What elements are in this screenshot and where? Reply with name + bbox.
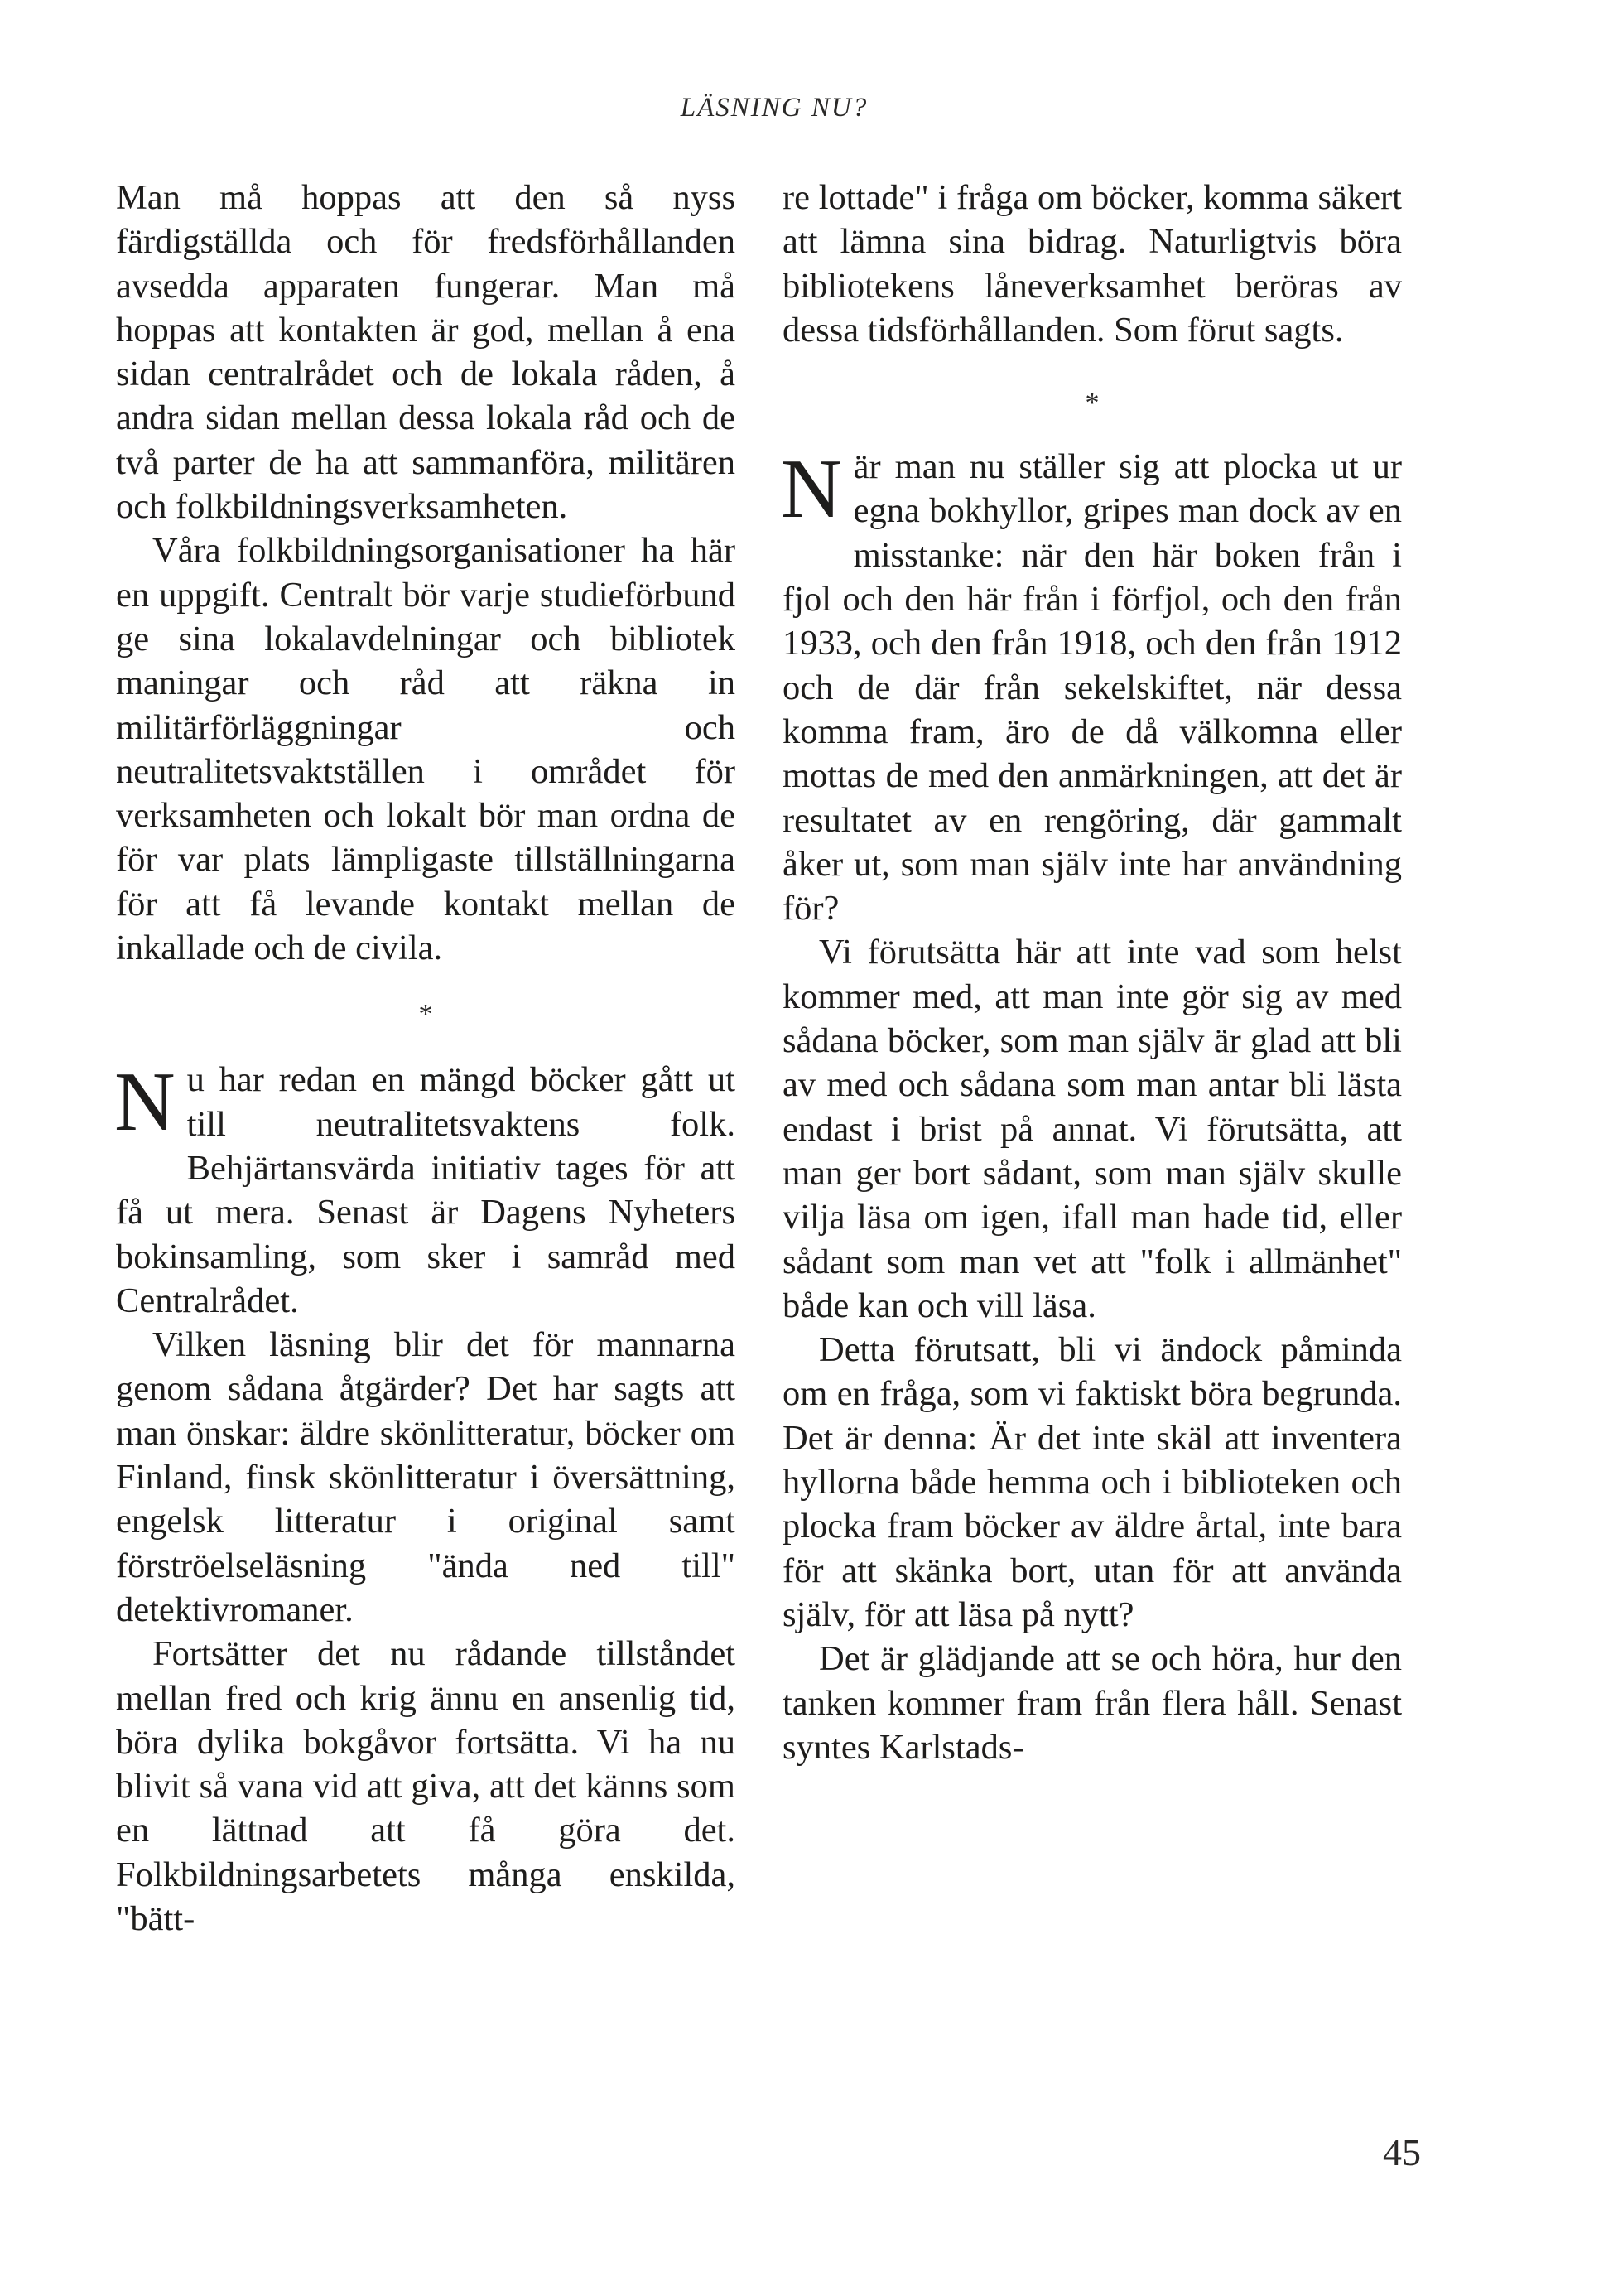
section-break-asterisk: * <box>418 999 433 1030</box>
drop-cap-letter: N <box>114 1055 176 1150</box>
paragraph-text: u har redan en mängd böcker gått ut till neutralitetsvaktens folk. Behjärtansvärda initiativ tages för att få ut mera. Senast är Dagens Nyheters bokinsamling, som sker i samråd med Centralrådet. <box>116 1060 735 1320</box>
paragraph: Det är glädjande att se och höra, hur den tanken kommer fram från flera håll. Senast syntes Karlstads- <box>783 1639 1402 1767</box>
dropcap-paragraph <box>114 1055 735 1323</box>
page-number: 45 <box>1383 2131 1421 2173</box>
paragraph: Vi förutsätta här att inte vad som helst kommer med, att man inte gör sig av med sådana böcker, som man själv är glad att bli av med och sådana som man antar bli lästa endast i brist på annat. Vi förutsätta, att man ger bort sådant, som man själv skulle vilja läsa om igen, ifall man hade tid, eller sådant som man vet att "folk i allmänhet" både kan och vill läsa. <box>783 933 1402 1325</box>
right-column <box>783 176 1402 1769</box>
paragraph: Man må hoppas att den så nyss färdigställda och för fredsförhållanden avsedda apparaten fungerar. Man må hoppas att kontakten är god, mellan å ena sidan centralrådet och de lokala råden, å andra sidan mellan dessa lokala råd och de två parter de ha att sammanföra, militären och folkbildningsverksamheten. <box>116 178 735 527</box>
paragraph: Våra folkbildningsorganisationer ha här en uppgift. Centralt bör varje studieförbund ge sina lokalavdelningar och bibliotek maningar och råd att räkna in militärförläggningar och neutralitetsvaktställen i området för verksamheten och lokalt bör man ordna de för var plats lämpligaste tillställningarna för att få levande kontakt mellan de inkallade och de civila. <box>116 531 735 968</box>
drop-cap-letter: N <box>781 442 842 537</box>
paragraph-text: är man nu ställer sig att plocka ut ur egna bokhyllor, gripes man dock av en misstanke: när den här boken från i fjol och den här från i förfjol, och den från 1933, och den från 1918, och den från 1912 och de där från sekelskiftet, när dessa komma fram, äro de då välkomna eller mottas de med den anmärkningen, att det är resultatet av en rengöring, där gammalt åker ut, som man själv inte har användning för? <box>783 447 1402 929</box>
paragraph: Detta förutsatt, bli vi ändock påminda om en fråga, som vi faktiskt böra begrunda. Det är denna: Är det inte skäl att inventera hyllorna både hemma och i biblioteken och plocka fram böcker av äldre årtal, inte bara för att skänka bort, utan för att använda själv, för att läsa på nytt? <box>783 1330 1402 1634</box>
paragraph: re lottade" i fråga om böcker, komma säkert att lämna sina bidrag. Naturligtvis böra bibliotekens låneverksamhet beröras av dessa tidsförhållanden. Som förut sagts. <box>783 178 1402 350</box>
running-header-title: LÄSNING NU? <box>680 93 869 123</box>
dropcap-paragraph <box>781 442 1402 930</box>
left-column <box>116 176 735 1941</box>
paragraph: Fortsätter det nu rådande tillståndet mellan fred och krig ännu en ansenlig tid, böra dylika bokgåvor fortsätta. Vi ha nu blivit så vana vid att giva, att det känns som en lättnad att få göra det. Folkbildningsarbetets många enskilda, "bätt- <box>116 1634 735 1938</box>
section-break-asterisk: * <box>1085 388 1100 419</box>
paragraph: Vilken läsning blir det för mannarna genom sådana åtgärder? Det har sagts att man önskar: äldre skönlitteratur, böcker om Finland, finsk skönlitteratur i översättning, engelsk litteratur i original samt förströelseläsning "ända ned till" detektivromaner. <box>116 1325 735 1629</box>
